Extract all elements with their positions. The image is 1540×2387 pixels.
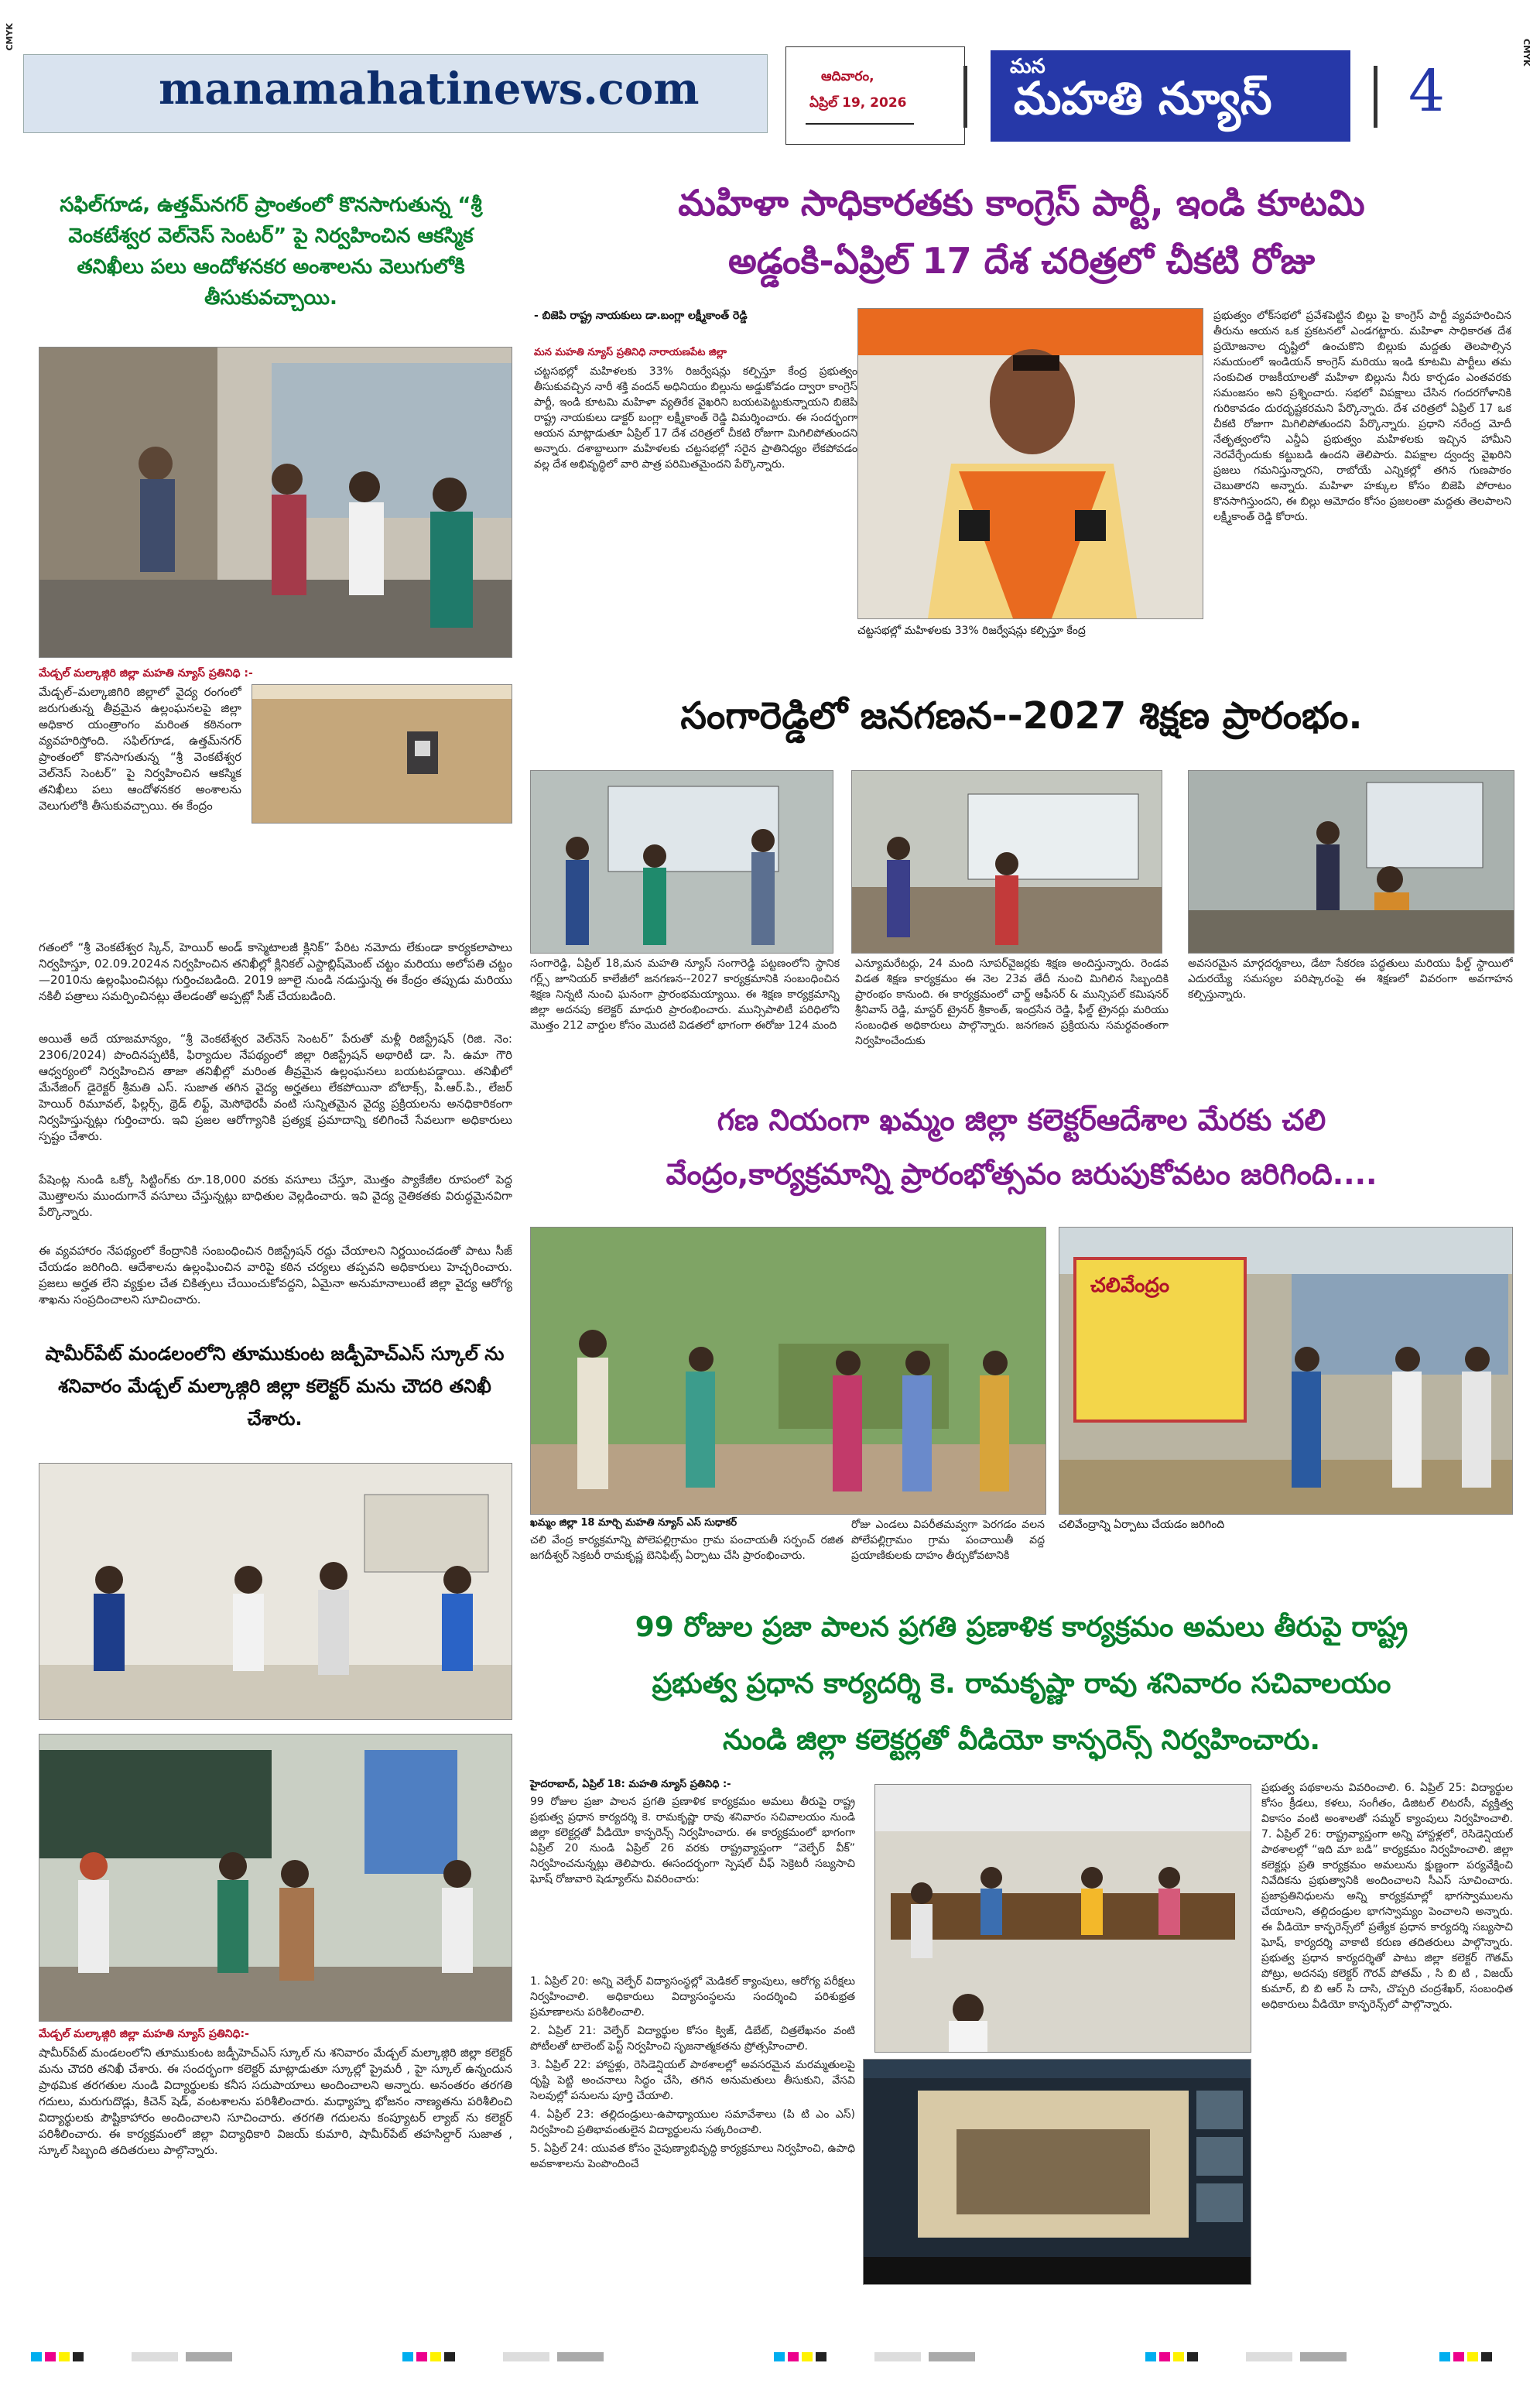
left-body-1e: ఈ వ్యవహారం నేపథ్యంలో కేంద్రానికి సంబంధించిన రిజిస్ట్రేషన్ రద్దు చేయాలని నిర్ణయించడంతో పాటు సీజ్ చేయడం జరిగింది. ఆదేశాలను ఉల్లంఘించిన వారిపై కఠిన చర్యలు తప్పవని అధికారులు హెచ్చరించారు. ప్రజలు అర్హత లేని వ్యక్తుల చేత చికిత్సలు చేయించుకోవద్దని, ఏమైనా అనుమానాలుంటే జిల్లా వైద్య ఆరోగ్య శాఖను సంప్రదించాలని సూచించారు. (39, 1244, 512, 1307)
art4-byline: హైదరాబాద్, ఏప్రిల్ 18: మహతి న్యూస్ ప్రతినిధి :- (530, 1779, 731, 1790)
cmyk-label-right: CMYK (1521, 39, 1531, 67)
art4-item-4: 4. ఏప్రిల్ 23: తల్లిదండ్రులు-ఉపాధ్యాయుల సమావేశాలు (పి టి ఎం ఎస్) నిర్వహించి ప్రతిభావంతులైన విద్యార్థులను సత్కరించాలి. (530, 2108, 855, 2136)
photo-chalivendram-1 (530, 1227, 1046, 1515)
art4-item-3: 3. ఏప్రిల్ 22: హాస్టళ్లు, రెసిడెన్షియల్ పాఠశాలల్లో అవసరమైన మరమ్మతులపై దృష్టి పెట్టి అంచనాలు సిద్ధం చేసి, తగిన అనుమతులు తీసుకుని, వేసవి సెలవుల్లో పనులను పూర్తి చేయాలి. (530, 2059, 855, 2102)
art4-headline-3: నుండి జిల్లా కలెక్టర్లతో వీడియో కాన్ఫరెన్స్ నిర్వహించారు. (722, 1724, 1320, 1756)
left-body-1c: అయితే అదే యాజమాన్యం, “శ్రీ వెంకటేశ్వర వెల్‌నెస్ సెంటర్” పేరుతో మళ్లీ రిజిస్ట్రేషన్ (రిజి. నెం: 2306/2024) పొందినప్పటికీ, ఫిర్యాదుల నేపథ్యంలో జిల్లా రిజిస్ట్రేషన్ అథారిటీ డా. సి. ఉమా గౌరి ఆధ్వర్యంలో నిర్వహించిన తాజా తనిఖీల్లో మరింత తీవ్రమైన ఉల్లంఘనలు బయటపడ్డాయి. తనిఖీలో మేనేజింగ్ డైరెక్టర్ శ్రీమతి ఎస్. సుజాత తగిన వైద్య అర్హతలు లేకపోయినా బోటాక్స్, పి.ఆర్.పి., లేజర్ హెయిర్ రిమూవల్, ఫిల్లర్స్, థ్రెడ్ లిఫ్ట్, మెసోథెరపీ వంటి సున్నితమైన వైద్య ప్రక్రియలను అనధికారికంగా నిర్వహిస్తున్నట్లు గుర్తించారు. ఇవి ప్రజల ఆరోగ్యానికి ప్రత్యక్ష ప్రమాదాన్ని కలిగించే సేవలుగా అధికారులు స్పష్టం చేశారు. (39, 1032, 512, 1143)
art3-headline-1: గణ నియంగా ఖమ్మం జిల్లా కలెక్టర్ఆదేశాల మేరకు చలి (717, 1103, 1326, 1137)
art4-item-1: 1. ఏప్రిల్ 20: అన్ని వెల్ఫేర్ విద్యాసంస్థల్లో మెడికల్ క్యాంపులు, ఆరోగ్య పరీక్షలు నిర్వహించాలి. అధికారులు విద్యాసంస్థలను సందర్శించి పరిశుభ్రత ప్రమాణాలను పరిశీలించాలి. (530, 1975, 855, 2019)
chalivendram-banner-text: చలివేంద్రం (1090, 1274, 1170, 1297)
left-body-1b: గతంలో “శ్రీ వెంకటేశ్వర స్కిన్, హెయిర్ అండ్ కాస్మెటాలజీ క్లినిక్” పేరిట నమోదు లేకుండా కార్యకలాపాలు నిర్వహిస్తూ, 02.09.2024న నిర్వహించిన తనిఖీల్లో క్లినికల్ ఎస్టాబ్లిష్‌మెంట్ చట్టం మరియు అలోపతి చట్టం—2010ను ఉల్లంఘించినట్లు గుర్తించబడింది. 2019 జూలై నుండి నడుస్తున్న ఈ కేంద్రం తప్పుడు మరియు నకిలీ పత్రాలు సమర్పించినట్లు తేలడంతో అప్పట్లో సీజ్ చేయబడింది. (39, 940, 512, 1003)
date-full: ఏప్రిల్ 19, 2026 (809, 95, 907, 111)
date-day: ఆదివారం, (821, 69, 874, 84)
art2-col1: సంగారెడ్డి, ఏప్రిల్ 18,మన మహతి న్యూస్ సంగారెడ్డి పట్టణంలోని స్థానిక గర్ల్స్ జూనియర్ కాలేజీలో జనగణన--2027 కార్యక్రమానికి సంబంధించిన శిక్షణ నిన్నటి నుంచి ఘనంగా ప్రారంభమయ్యాయి. ఈ శిక్షణ కార్యక్రమాన్ని జిల్లా అదనపు కలెక్టర్ మాధురి ప్రారంభించారు. మున్సిపాలిటీ పరిధిలోని మొత్తం 212 వార్డుల కోసం మొదటి విడతలో భాగంగా ఈరోజు 124 మంది (530, 957, 840, 1032)
art1-byline: మన మహతి న్యూస్ ప్రతినిధి నారాయణపేట జిల్లా (534, 347, 727, 358)
art1-headline-2: అడ్డంకి-ఏప్రిల్ 17 దేశ చరిత్రలో చీకటి రోజు (727, 240, 1316, 282)
photo-census-3 (1188, 770, 1514, 954)
art3-headline-2: వేంద్రం,కార్యక్రమాన్ని ప్రారంభోత్సవం జరుపుకోవటం జరిగింది.... (666, 1157, 1377, 1191)
photo-video-conference-room (874, 1784, 1251, 2053)
left-body-1a: మేడ్చల్–మల్కాజిగిరి జిల్లాలో వైద్య రంగంలో జరుగుతున్న తీవ్రమైన ఉల్లంఘనలపై జిల్లా అధికార యంత్రాంగం మరింత కఠినంగా వ్యవహరిస్తోంది. సఫిల్‌గూడ, ఉత్తమ్‌నగర్ ప్రాంతంలో కొనసాగుతున్న “శ్రీ వెంకటేశ్వర వెల్‌నెస్ సెంటర్” పై నిర్వహించిన ఆకస్మిక తనిఖీలు పలు ఆందోళనకర అంశాలను వెలుగులోకి తీసుకువచ్చాయి. ఈ కేంద్రం (39, 685, 241, 813)
art4-headline-1: 99 రోజుల ప్రజా పాలన ప్రగతి ప్రణాళిక కార్యక్రమం అమలు తీరుపై రాష్ట్ర (635, 1611, 1408, 1643)
art4-col3: ప్రభుత్వ పథకాలను వివరించాలి. 6. ఏప్రిల్ 25: విద్యార్థుల కోసం క్రీడలు, కళలు, సంగీతం, డిజిటల్ లిటరసీ, వ్యక్తిత్వ వికాసం వంటి అంశాలతో సమ్మర్ క్యాంపులు నిర్వహించాలి. 7. ఏప్రిల్ 26: రాష్ట్రవ్యాప్తంగా అన్ని హాస్టళ్లలో, రెసిడెన్షియల్ పాఠశాలల్లో “ఇది మా బడి” కార్యక్రమం నిర్వహించాలి. జిల్లా కలెక్టర్లు ప్రతి కార్యక్రమం అమలును క్షుణ్ణంగా పర్యవేక్షించి నివేదికను ప్రభుత్వానికి అందించాలని సీఎస్ సూచించారు. ప్రజాప్రతినిధులను అన్ని కార్యక్రమాల్లో భాగస్వాములను చేయాలని, తల్లిదండ్రుల భాగస్వామ్యం పెంచాలని అన్నారు. ఈ వీడియో కాన్ఫరెన్స్‌లో ప్రత్యేక ప్రధాన కార్యదర్శి సబ్యసాచి ఘోష్, కార్యదర్శి వాకాటి కరుణ తదితరులు పాల్గొన్నారు. ప్రభుత్వ ప్రధాన కార్యదర్శితో పాటు జిల్లా కలెక్టర్ గౌతమ్ పోట్రు, అదనపు కలెక్టర్ గౌరవ్ పోతమ్ , సి బి టి , విజయ్ కుమార్, బి బి ఆర్ సి దాసి, చొప్పరి చంద్రశేఖర్, సంబంధిత అధికారులు వీడియో కాన్ఫరెన్స్‌లో పాల్గొన్నారు. (1261, 1782, 1513, 2011)
art2-headline: సంగారెడ్డిలో జనగణన--2027 శిక్షణ ప్రారంభం. (680, 694, 1363, 738)
cmyk-mark-right (1521, 39, 1532, 108)
site-name[interactable]: manamahatinews.com (159, 63, 700, 115)
left-body-1d: పేషెంట్ల నుండి ఒక్కో సిట్టింగ్‌కు రూ.18,000 వరకు వసూలు చేస్తూ, మొత్తం ప్యాకేజీల రూపంలో పెద్ద మొత్తాలను ముందుగానే వసూలు చేస్తున్నట్లు బాధితుల వెల్లడించారు. ఇవి వైద్య నైతికతకు విరుద్ధమైనవిగా పేర్కొన్నారు. (39, 1173, 512, 1219)
art2-col2: ఎన్యూమరేటర్లు, 24 మంది సూపర్‌వైజర్లకు శిక్షణ అందిస్తున్నారు. రెండవ విడత శిక్షణ కార్యక్రమం ఈ నెల 23వ తేదీ నుంచి మిగిలిన సిబ్బందికి ప్రారంభం కానుంది. ఈ కార్యక్రమంలో చార్జ్ ఆఫీసర్ & మున్సిపల్ కమిషనర్ శ్రీనివాస్ రెడ్డి, మాస్టర్ ట్రైనర్ శ్రీకాంత్, ఇంద్రసేన రెడ్డి, ఫీల్డ్ ట్రైనర్లు మరియు సంబంధిత అధికారులు పాల్గొన్నారు. జనగణన ప్రక్రియను సమర్థవంతంగా నిర్వహించేందుకు (855, 957, 1169, 1047)
art1-body-left: చట్టసభల్లో మహిళలకు 33% రిజర్వేషన్లు కల్పిస్తూ కేంద్ర ప్రభుత్వం తీసుకువచ్చిన నారీ శక్తి వందన్ అధినియం బిల్లును అడ్డుకోవడం ద్వారా కాంగ్రెస్ పార్టీ, ఇండి కూటమి మహిళా వ్యతిరేక వైఖరిని బయటపెట్టుకున్నాయని బిజెపి రాష్ట్ర నాయకులు డాక్టర్ బంగ్లా లక్ష్మీకాంత్ రెడ్డి విమర్శించారు. ఈ సందర్భంగా ఆయన మాట్లాడుతూ ఏప్రిల్ 17 దేశ చరిత్రలో చీకటి రోజుగా మిగిలిపోతుందని అన్నారు. దశాబ్దాలుగా మహిళలకు చట్టసభల్లో సరైన ప్రాతినిధ్యం లేకపోవడం వల్ల దేశ అభివృద్ధిలో వారి పాత్ర పరిమితమైందని పేర్కొన్నారు. (534, 365, 857, 471)
art4-item-5: 5. ఏప్రిల్ 24: యువత కోసం నైపుణ్యాభివృద్ధి కార్యక్రమాలు నిర్వహించి, ఉపాధి అవకాశాలను పెంపొందించే (530, 2142, 855, 2170)
date-box (785, 46, 965, 145)
art1-body-right: ప్రభుత్వం లోక్‌సభలో ప్రవేశపెట్టిన బిల్లు పై కాంగ్రెస్ పార్టీ వ్యవహరించిన తీరును ఆయన ఒక ప్రకటనలో ఎండగట్టారు. మహిళా సాధికారత దేశ ప్రయోజనాల దృష్టిలో ఉంచుకొని బిల్లుకు మద్దతు తెలపాల్సిన సమయంలో ఇండియన్ కాంగ్రెస్ మరియు ఇండి కూటమి పార్టీలు తమ సంకుచిత రాజకీయాలతో మహిళా బిల్లును నీరు కార్చడం ఎంతవరకు సమంజసం అని ప్రశ్నించారు. సభలో విపక్షాలు చేసిన గందరగోళానికి గురికావడం దురదృష్టకరమని పేర్కొన్నారు. దేశ చరిత్రలో ఏప్రిల్ 17 ఒక చీకటి రోజుగా మిగిలిపోతుందని పేర్కొన్నారు. ప్రధాని నరేంద్ర మోదీ నేతృత్వంలోని ఎన్డీఏ ప్రభుత్వం మహిళలకు ఇచ్చిన హామీని నెరవేర్చేందుకు కట్టుబడి ఉందని తెలిపారు. విపక్షాల ద్వంద్వ వైఖరిని ప్రజలు గమనిస్తున్నారని, రాబోయే ఎన్నికల్లో తగిన గుణపాఠం చెబుతారని అన్నారు. మహిళా హక్కుల కోసం బిజెపి పోరాటం కొనసాగిస్తుందని, ఈ బిల్లు ఆమోదం కోసం ప్రజలంతా మద్దతు తెలపాలని లక్ష్మీకాంత్ రెడ్డి కోరారు. (1213, 310, 1511, 523)
art1-caption: చట్టసభల్లో మహిళలకు 33% రిజర్వేషన్లు కల్పిస్తూ కేంద్ర (857, 625, 1086, 637)
logo-small: మన (1010, 55, 1045, 78)
art4-headline-2: ప్రభుత్వ ప్రధాన కార్యదర్శి కె. రామకృష్ణా రావు శనివారం సచివాలయం (652, 1668, 1391, 1700)
art3-caption: చలివేంద్రాన్ని ఏర్పాటు చేయడం జరిగింది (1059, 1519, 1225, 1531)
date-underline (806, 123, 914, 125)
art4-list (530, 1974, 855, 2334)
color-registration-strip (31, 2349, 1509, 2365)
art4-item-2: 2. ఏప్రిల్ 21: వెల్ఫేర్ విద్యార్థుల కోసం క్విజ్, డిబేట్, చిత్రలేఖనం వంటి పోటీలతో టాలెంట్ ఫెస్ట్ నిర్వహించి సృజనాత్మకతను ప్రోత్సహించాలి. (530, 2025, 855, 2053)
left-byline-2: మేడ్చల్ మల్కాజ్గిరి జిల్లా మహతి న్యూస్ ప్రతినిధి:- (39, 2028, 249, 2040)
page-number: 4 (1408, 58, 1446, 125)
art1-headline-1: మహిళా సాధికారతకు కాంగ్రెస్ పార్టీ, ఇండి కూటమి (678, 182, 1365, 224)
masthead (23, 46, 1521, 147)
left-byline-1: మేడ్చల్ మల్కాజ్గిరి జిల్లా మహతి న్యూస్ ప్రతినిధి :- (39, 667, 253, 680)
photo-census-2 (851, 770, 1162, 954)
registration-bars (31, 2349, 1509, 2365)
cmyk-mark-left (5, 23, 15, 93)
art4-col1: 99 రోజుల ప్రజా పాలన ప్రగతి ప్రణాళిక కార్యక్రమం అమలు తీరుపై రాష్ట్ర ప్రభుత్వ ప్రధాన కార్యదర్శి కె. రామకృష్ణా రావు శనివారం సచివాలయం నుండి జిల్లా కలెక్టర్లతో వీడియో కాన్ఫరెన్స్ నిర్వహించారు. ఈ కార్యక్రమంలో భాగంగా ఏప్రిల్ 20 నుండి ఏప్రిల్ 26 వరకు రాష్ట్రవ్యాప్తంగా “వెల్ఫేర్ వీక్” నిర్వహించనున్నట్లు తెలిపారు. ఈసందర్భంగా స్పెషల్ చీఫ్ సెక్రెటరీ సబ్యసాచి ఘోష్ రోజువారి షెడ్యూల్‌ను వివరించారు: (530, 1796, 855, 1885)
photo-bjp-leader (857, 308, 1203, 619)
photo-inspection-wall (252, 684, 512, 824)
art2-col3: అవసరమైన మార్గదర్శకాలు, డేటా సేకరణ పద్ధతులు మరియు ఫీల్డ్ స్థాయిలో ఎదురయ్యే సమస్యల పరిష్కారంపై ఈ శిక్షణలో వివరంగా అవగాహన కల్పిస్తున్నారు. (1188, 957, 1513, 1001)
photo-chalivendram-2 (1059, 1227, 1513, 1515)
art3-byline: ఖమ్మం జిల్లా 18 మార్చి మహతి న్యూస్ ఎస్ సుధాకర్ (530, 1517, 737, 1529)
art3-col1: చలి వేంద్ర కార్యక్రమాన్ని పోలెపల్లిగ్రామం గ్రామ పంచాయతీ సర్పంచ్ రజిత జగదీశ్వర్ సెక్రటరీ రామకృష్ణ బెనిఫిట్స్ ఏర్పాటు చేసి ప్రారంభించారు. (530, 1534, 844, 1562)
left-headline-2: షామీర్‌పేట్ మండలంలోని తూముకుంట జడ్పీహెచ్ఎస్ స్కూల్ ను శనివారం మేడ్చల్ మల్కాజ్గిరి జిల్లా కలెక్టర్ మను చౌదరి తనిఖీ చేశారు. (45, 1343, 505, 1430)
left-headline-1: సఫిల్‌గూడ, ఉత్తమ్‌నగర్ ప్రాంతంలో కొనసాగుతున్న “శ్రీ వెంకటేశ్వర వెల్‌నెస్ సెంటర్” పై నిర్వహించిన ఆకస్మిక తనిఖీలు పలు ఆందోళనకర అంశాలను వెలుగులోకి తీసుకువచ్చాయి. (60, 193, 482, 310)
cmyk-label-left: CMYK (5, 23, 15, 51)
art3-col2: రోజు ఎండలు విపరీతమవ్వగా పెరగడం వలన పోలేపల్లిగ్రామం గ్రామ పంచాయితీ వద్ద ప్రయాణికులకు దాహం తీర్చుకోవటానికి (851, 1519, 1045, 1562)
logo-box[interactable] (991, 50, 1350, 142)
art1-subhead: - బిజెపి రాష్ట్ర నాయకులు డా.బంగ్లా లక్ష్మీకాంత్ రెడ్డి (534, 310, 748, 322)
divider-bar-1 (963, 66, 967, 128)
divider-bar-2 (1374, 66, 1377, 128)
logo-big: మహతి న్యూస్ (1014, 72, 1272, 125)
photo-census-1 (530, 770, 833, 954)
photo-video-conference-screen (863, 2059, 1251, 2285)
left-body-2: షామీర్‌పేట్ మండలంలోని తూముకుంట జడ్పీహెచ్ఎస్ స్కూల్ ను శనివారం మేడ్చల్ మల్కాజ్గిరి జిల్లా కలెక్టర్ మను చౌదరి తనిఖీ చేశారు. ఈ సందర్భంగా కలెక్టర్ మాట్లాడుతూ స్కూల్లో ప్రైమరీ , హై స్కూల్ ఉన్నందున ప్రాథమిక తరగతుల నుండి విద్యార్థులకు కనీస సదుపాయాలు అందించాలని అన్నారు. అనంతరం తరగతి గదులు, మరుగుదొడ్లు, కిచెన్ షెడ్, వంటశాలను పరిశీలించారు. మధ్యాహ్న భోజనం నాణ్యతను పరిశీలించి విద్యార్థులకు పౌష్టికాహారం అందించాలని సూచించారు. తరగతి గదులను కంప్యూటర్ ల్యాబ్ ను కలెక్టర్ పరిశీలించారు. ఈ కార్యక్రమంలో జిల్లా విద్యాధికారి విజయ్ కుమారి, షామీర్‌పేట్ తహసిల్దార్ సుజాత , స్కూల్ సిబ్బంది తదితరులు పాల్గొన్నారు. (39, 2046, 512, 2157)
photo-school-visit-1 (39, 1463, 512, 1720)
photo-school-visit-2 (39, 1734, 512, 2022)
photo-wellness-inspection (39, 347, 512, 658)
